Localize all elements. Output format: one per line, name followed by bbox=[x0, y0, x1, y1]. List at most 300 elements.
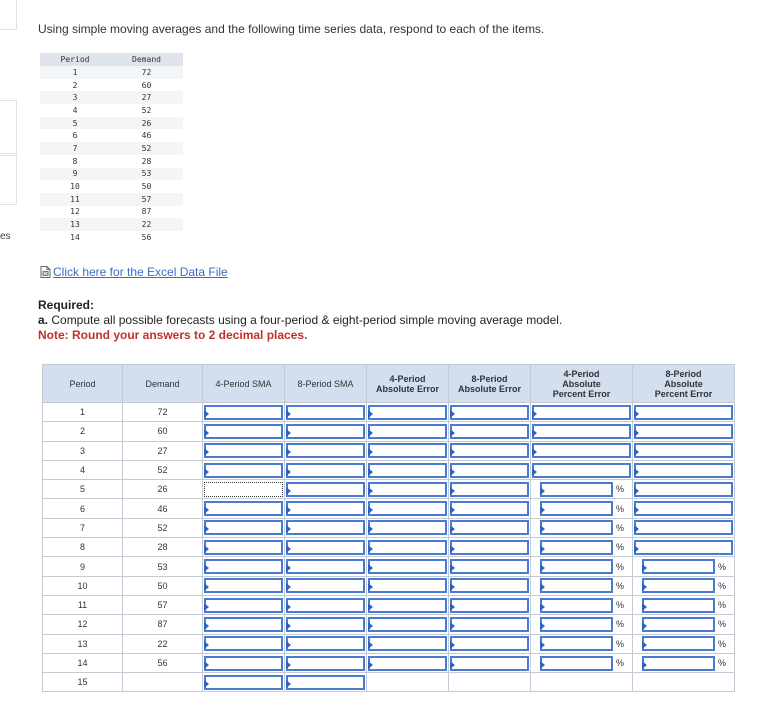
percent-sign: % bbox=[615, 619, 624, 630]
period-cell: 14 bbox=[43, 653, 123, 672]
ae4-cell bbox=[367, 403, 449, 422]
sma8-input[interactable] bbox=[286, 405, 365, 420]
table-row bbox=[43, 518, 735, 537]
ae4-input[interactable] bbox=[368, 540, 447, 555]
ape8-cell bbox=[633, 403, 735, 422]
ape8-cell bbox=[633, 576, 735, 595]
percent-sign: % bbox=[615, 522, 624, 533]
ape4-input[interactable] bbox=[540, 578, 613, 593]
percent-sign: % bbox=[615, 503, 624, 514]
table-row bbox=[43, 615, 735, 634]
data-row bbox=[40, 168, 183, 181]
demand-cell: 50 bbox=[123, 576, 203, 595]
ape8-cell bbox=[633, 653, 735, 672]
period-cell: 1 bbox=[40, 66, 110, 79]
demand-cell: 53 bbox=[110, 168, 183, 181]
table-row bbox=[43, 653, 735, 672]
header-line: 4-Period bbox=[389, 373, 426, 384]
sma4-input[interactable] bbox=[204, 482, 283, 497]
ae4-input[interactable] bbox=[368, 405, 447, 420]
ape4-cell bbox=[531, 538, 633, 557]
ape8-input[interactable] bbox=[634, 520, 733, 535]
ae8-cell bbox=[449, 441, 531, 460]
sma4-cell bbox=[203, 460, 285, 479]
ae8-input[interactable] bbox=[450, 540, 529, 555]
ae8-cell bbox=[449, 422, 531, 441]
data-row bbox=[40, 206, 183, 219]
ae8-cell bbox=[449, 673, 531, 692]
percent-sign: % bbox=[615, 638, 624, 649]
period-cell: 5 bbox=[43, 480, 123, 499]
sma4-input[interactable] bbox=[204, 501, 283, 516]
ape8-cell bbox=[633, 480, 735, 499]
period-cell: 4 bbox=[43, 460, 123, 479]
ape4-input[interactable] bbox=[540, 636, 613, 651]
sma8-cell bbox=[285, 538, 367, 557]
percent-sign: % bbox=[717, 600, 726, 611]
demand-cell: 27 bbox=[123, 441, 203, 460]
column-header-demand: Demand bbox=[110, 53, 183, 66]
percent-sign: % bbox=[615, 561, 624, 572]
ae8-cell bbox=[449, 634, 531, 653]
sma4-cell bbox=[203, 653, 285, 672]
ape8-cell bbox=[633, 673, 735, 692]
answer-table bbox=[42, 364, 735, 692]
ae8-cell bbox=[449, 557, 531, 576]
header-4-period-sma: 4-Period SMA bbox=[203, 365, 285, 403]
sma4-cell bbox=[203, 403, 285, 422]
ae8-input[interactable] bbox=[450, 598, 529, 613]
header-line: 4-Period bbox=[563, 368, 600, 379]
sma4-cell bbox=[203, 557, 285, 576]
sma4-input[interactable] bbox=[204, 675, 283, 690]
ape4-input[interactable] bbox=[540, 501, 613, 516]
header-8-period-absolute-percent-error bbox=[633, 365, 735, 403]
sma8-cell bbox=[285, 518, 367, 537]
demand-cell: 60 bbox=[110, 79, 183, 92]
sma8-input[interactable] bbox=[286, 675, 365, 690]
header-8-period-absolute-error bbox=[449, 365, 531, 403]
ape8-cell bbox=[633, 460, 735, 479]
table-row bbox=[43, 499, 735, 518]
header-line: Absolute Error bbox=[375, 383, 439, 394]
ae4-cell bbox=[367, 557, 449, 576]
sma8-cell bbox=[285, 615, 367, 634]
sma4-input[interactable] bbox=[204, 463, 283, 478]
ape8-input[interactable] bbox=[634, 482, 733, 497]
sma4-cell bbox=[203, 441, 285, 460]
ape4-cell bbox=[531, 403, 633, 422]
sma8-cell bbox=[285, 480, 367, 499]
period-cell: 9 bbox=[40, 168, 110, 181]
ae8-input[interactable] bbox=[450, 578, 529, 593]
sma8-input[interactable] bbox=[286, 463, 365, 478]
demand-cell: 28 bbox=[110, 155, 183, 168]
header-demand: Demand bbox=[123, 365, 203, 403]
ae8-input[interactable] bbox=[450, 656, 529, 671]
ape8-cell bbox=[633, 634, 735, 653]
sma8-cell bbox=[285, 673, 367, 692]
ae8-input[interactable] bbox=[450, 443, 529, 458]
period-cell: 3 bbox=[40, 91, 110, 104]
period-cell: 5 bbox=[40, 117, 110, 130]
ae4-input[interactable] bbox=[368, 578, 447, 593]
ape8-cell bbox=[633, 595, 735, 614]
sma4-cell bbox=[203, 615, 285, 634]
rail-panel[interactable] bbox=[0, 100, 17, 154]
table-row bbox=[43, 538, 735, 557]
ae8-input[interactable] bbox=[450, 636, 529, 651]
header-period: Period bbox=[43, 365, 123, 403]
ae8-cell bbox=[449, 653, 531, 672]
ape4-input[interactable] bbox=[532, 443, 631, 458]
sma8-cell bbox=[285, 653, 367, 672]
ape8-input[interactable] bbox=[642, 636, 715, 651]
part-a-text: Compute all possible forecasts using a four-period & eight-period simple moving average model. bbox=[48, 313, 563, 327]
table-row bbox=[43, 403, 735, 422]
sma4-cell bbox=[203, 518, 285, 537]
sma8-cell bbox=[285, 403, 367, 422]
ape8-cell bbox=[633, 422, 735, 441]
sma4-input[interactable] bbox=[204, 443, 283, 458]
demand-cell: 52 bbox=[123, 460, 203, 479]
period-cell: 2 bbox=[43, 422, 123, 441]
ae8-input[interactable] bbox=[450, 424, 529, 439]
ae4-cell bbox=[367, 518, 449, 537]
data-row bbox=[40, 117, 183, 130]
ae4-cell bbox=[367, 499, 449, 518]
ape4-input[interactable] bbox=[540, 656, 613, 671]
ae4-input[interactable] bbox=[368, 559, 447, 574]
percent-sign: % bbox=[717, 580, 726, 591]
demand-cell: 87 bbox=[123, 615, 203, 634]
percent-sign: % bbox=[717, 638, 726, 649]
ae4-input[interactable] bbox=[368, 636, 447, 651]
demand-cell: 50 bbox=[110, 180, 183, 193]
ae8-cell bbox=[449, 499, 531, 518]
ae8-cell bbox=[449, 403, 531, 422]
table-row bbox=[43, 673, 735, 692]
ape4-cell bbox=[531, 422, 633, 441]
data-row bbox=[40, 104, 183, 117]
ape8-input[interactable] bbox=[642, 598, 715, 613]
ae8-cell bbox=[449, 538, 531, 557]
header-line: Absolute bbox=[562, 378, 601, 389]
header-line: Absolute bbox=[664, 378, 703, 389]
data-row bbox=[40, 218, 183, 231]
ae4-input[interactable] bbox=[368, 656, 447, 671]
ape4-cell bbox=[531, 441, 633, 460]
demand-cell: 46 bbox=[110, 129, 183, 142]
ape4-input[interactable] bbox=[540, 482, 613, 497]
data-row bbox=[40, 193, 183, 206]
ape8-input[interactable] bbox=[634, 501, 733, 516]
sma4-input[interactable] bbox=[204, 424, 283, 439]
ae4-input[interactable] bbox=[368, 463, 447, 478]
header-4-period-absolute-error bbox=[367, 365, 449, 403]
ape8-cell bbox=[633, 557, 735, 576]
demand-cell: 27 bbox=[110, 91, 183, 104]
ape8-input[interactable] bbox=[642, 559, 715, 574]
sma8-input[interactable] bbox=[286, 443, 365, 458]
period-cell: 13 bbox=[43, 634, 123, 653]
ape8-input[interactable] bbox=[634, 424, 733, 439]
excel-data-link[interactable] bbox=[40, 265, 228, 279]
ape8-input[interactable] bbox=[642, 578, 715, 593]
percent-sign: % bbox=[717, 658, 726, 668]
header-4-period-absolute-percent-error bbox=[531, 365, 633, 403]
ape8-cell bbox=[633, 499, 735, 518]
period-cell: 6 bbox=[43, 499, 123, 518]
sma8-cell bbox=[285, 595, 367, 614]
ae4-cell bbox=[367, 576, 449, 595]
sma4-cell bbox=[203, 538, 285, 557]
ape8-input[interactable] bbox=[634, 405, 733, 420]
required-heading: Required: bbox=[38, 298, 95, 312]
ae4-input[interactable] bbox=[368, 520, 447, 535]
sma4-input[interactable] bbox=[204, 636, 283, 651]
period-cell: 6 bbox=[40, 129, 110, 142]
demand-cell: 56 bbox=[123, 653, 203, 672]
demand-cell: 57 bbox=[110, 193, 183, 206]
sma4-input[interactable] bbox=[204, 540, 283, 555]
rounding-note: Note: Round your answers to 2 decimal places. bbox=[38, 328, 308, 342]
sma8-input[interactable] bbox=[286, 520, 365, 535]
header-8-period-sma: 8-Period SMA bbox=[285, 365, 367, 403]
ape4-cell bbox=[531, 634, 633, 653]
ape4-input[interactable] bbox=[540, 540, 613, 555]
demand-cell: 26 bbox=[123, 480, 203, 499]
table-row bbox=[43, 595, 735, 614]
demand-cell bbox=[123, 673, 203, 692]
ae4-cell bbox=[367, 595, 449, 614]
ae4-input[interactable] bbox=[368, 617, 447, 632]
ape4-cell bbox=[531, 518, 633, 537]
period-cell: 14 bbox=[40, 231, 110, 244]
data-row bbox=[40, 231, 183, 244]
ape8-input[interactable] bbox=[642, 617, 715, 632]
ae4-cell bbox=[367, 538, 449, 557]
percent-sign: % bbox=[615, 580, 624, 591]
ae8-cell bbox=[449, 615, 531, 634]
ape8-cell bbox=[633, 615, 735, 634]
question-intro: Using simple moving averages and the following time series data, respond to each of the items. bbox=[38, 22, 545, 36]
ae8-input[interactable] bbox=[450, 501, 529, 516]
ae4-cell bbox=[367, 460, 449, 479]
ae8-cell bbox=[449, 480, 531, 499]
ae4-cell bbox=[367, 673, 449, 692]
ape4-input[interactable] bbox=[532, 463, 631, 478]
ae4-cell bbox=[367, 615, 449, 634]
ape4-cell bbox=[531, 615, 633, 634]
data-row bbox=[40, 142, 183, 155]
sma4-cell bbox=[203, 673, 285, 692]
ape4-input[interactable] bbox=[532, 405, 631, 420]
sma4-input[interactable] bbox=[204, 617, 283, 632]
data-row bbox=[40, 129, 183, 142]
percent-sign: % bbox=[615, 542, 624, 553]
ae4-input[interactable] bbox=[368, 501, 447, 516]
period-cell: 3 bbox=[43, 441, 123, 460]
sma4-cell bbox=[203, 480, 285, 499]
period-cell: 10 bbox=[40, 180, 110, 193]
ape4-input[interactable] bbox=[540, 520, 613, 535]
header-line: 8-Period bbox=[471, 373, 508, 384]
demand-cell: 22 bbox=[110, 218, 183, 231]
sma8-input[interactable] bbox=[286, 617, 365, 632]
sma4-input[interactable] bbox=[204, 578, 283, 593]
data-row bbox=[40, 79, 183, 92]
sma8-input[interactable] bbox=[286, 540, 365, 555]
sma4-cell bbox=[203, 422, 285, 441]
excel-file-icon bbox=[40, 266, 51, 278]
ape8-input[interactable] bbox=[634, 463, 733, 478]
period-cell: 8 bbox=[43, 538, 123, 557]
sma4-input[interactable] bbox=[204, 559, 283, 574]
ape8-cell bbox=[633, 518, 735, 537]
table-row bbox=[43, 422, 735, 441]
sma8-input[interactable] bbox=[286, 559, 365, 574]
ape8-input[interactable] bbox=[634, 443, 733, 458]
sma4-input[interactable] bbox=[204, 656, 283, 671]
period-cell: 7 bbox=[40, 142, 110, 155]
sma8-cell bbox=[285, 422, 367, 441]
ape8-input[interactable] bbox=[634, 540, 733, 555]
percent-sign: % bbox=[615, 600, 624, 611]
ae8-input[interactable] bbox=[450, 559, 529, 574]
sma4-cell bbox=[203, 499, 285, 518]
ape8-input[interactable] bbox=[642, 656, 715, 671]
time-series-table bbox=[40, 53, 183, 244]
sma4-input[interactable] bbox=[204, 598, 283, 613]
column-header-period: Period bbox=[40, 53, 110, 66]
sma8-input[interactable] bbox=[286, 578, 365, 593]
demand-cell: 52 bbox=[110, 104, 183, 117]
sma4-cell bbox=[203, 595, 285, 614]
header-line: 8-Period bbox=[665, 368, 702, 379]
period-cell: 12 bbox=[43, 615, 123, 634]
percent-sign: % bbox=[717, 561, 726, 572]
ape4-cell bbox=[531, 460, 633, 479]
excel-link-text[interactable]: Click here for the Excel Data File bbox=[53, 265, 228, 279]
table-row bbox=[43, 480, 735, 499]
table-row bbox=[43, 557, 735, 576]
ape4-cell bbox=[531, 595, 633, 614]
ae8-input[interactable] bbox=[450, 405, 529, 420]
ae4-input[interactable] bbox=[368, 482, 447, 497]
demand-cell: 26 bbox=[110, 117, 183, 130]
ape4-cell bbox=[531, 499, 633, 518]
period-cell: 10 bbox=[43, 576, 123, 595]
ape4-input[interactable] bbox=[540, 559, 613, 574]
sma4-input[interactable] bbox=[204, 405, 283, 420]
percent-sign: % bbox=[615, 484, 624, 495]
ape4-input[interactable] bbox=[540, 598, 613, 613]
period-cell: 1 bbox=[43, 403, 123, 422]
ae8-input[interactable] bbox=[450, 482, 529, 497]
left-rail bbox=[0, 0, 18, 705]
demand-cell: 72 bbox=[123, 403, 203, 422]
percent-sign: % bbox=[615, 658, 624, 668]
period-cell: 4 bbox=[40, 104, 110, 117]
ae4-input[interactable] bbox=[368, 598, 447, 613]
demand-cell: 52 bbox=[123, 518, 203, 537]
ae4-input[interactable] bbox=[368, 424, 447, 439]
ae8-cell bbox=[449, 518, 531, 537]
ape4-cell bbox=[531, 653, 633, 672]
ae4-cell bbox=[367, 422, 449, 441]
data-row bbox=[40, 180, 183, 193]
data-row bbox=[40, 66, 183, 79]
sma8-input[interactable] bbox=[286, 636, 365, 651]
period-cell: 15 bbox=[43, 673, 123, 692]
ape4-input[interactable] bbox=[532, 424, 631, 439]
sma8-input[interactable] bbox=[286, 482, 365, 497]
ae4-input[interactable] bbox=[368, 443, 447, 458]
table-row bbox=[43, 441, 735, 460]
part-a-label: a. bbox=[38, 313, 49, 327]
data-row bbox=[40, 91, 183, 104]
data-row bbox=[40, 155, 183, 168]
rail-label: es bbox=[0, 231, 11, 242]
period-cell: 7 bbox=[43, 518, 123, 537]
demand-cell: 87 bbox=[110, 206, 183, 219]
table-row bbox=[43, 576, 735, 595]
demand-cell: 60 bbox=[123, 422, 203, 441]
demand-cell: 53 bbox=[123, 557, 203, 576]
sma8-input[interactable] bbox=[286, 656, 365, 671]
sma8-input[interactable] bbox=[286, 424, 365, 439]
period-cell: 13 bbox=[40, 218, 110, 231]
ae8-input[interactable] bbox=[450, 520, 529, 535]
rail-panel[interactable] bbox=[0, 155, 17, 205]
period-cell: 11 bbox=[40, 193, 110, 206]
ae8-input[interactable] bbox=[450, 463, 529, 478]
ae4-cell bbox=[367, 653, 449, 672]
header-line: Percent Error bbox=[654, 388, 713, 399]
demand-cell: 46 bbox=[123, 499, 203, 518]
demand-cell: 72 bbox=[110, 66, 183, 79]
sma8-cell bbox=[285, 576, 367, 595]
sma4-cell bbox=[203, 634, 285, 653]
header-line: Absolute Error bbox=[457, 383, 521, 394]
ape4-cell bbox=[531, 480, 633, 499]
ae8-cell bbox=[449, 595, 531, 614]
ae4-cell bbox=[367, 634, 449, 653]
sma8-input[interactable] bbox=[286, 598, 365, 613]
ae4-cell bbox=[367, 441, 449, 460]
period-cell: 9 bbox=[43, 557, 123, 576]
period-cell: 11 bbox=[43, 595, 123, 614]
part-a-instruction bbox=[38, 313, 562, 327]
sma4-cell bbox=[203, 576, 285, 595]
demand-cell: 56 bbox=[110, 231, 183, 244]
sma4-input[interactable] bbox=[204, 520, 283, 535]
ae8-cell bbox=[449, 576, 531, 595]
ape4-input[interactable] bbox=[540, 617, 613, 632]
ae8-cell bbox=[449, 460, 531, 479]
rail-panel[interactable] bbox=[0, 0, 17, 30]
table-row bbox=[43, 460, 735, 479]
ape8-cell bbox=[633, 538, 735, 557]
percent-sign: % bbox=[717, 619, 726, 630]
ape4-cell bbox=[531, 557, 633, 576]
ae8-input[interactable] bbox=[450, 617, 529, 632]
sma8-cell bbox=[285, 499, 367, 518]
sma8-input[interactable] bbox=[286, 501, 365, 516]
sma8-cell bbox=[285, 634, 367, 653]
demand-cell: 22 bbox=[123, 634, 203, 653]
